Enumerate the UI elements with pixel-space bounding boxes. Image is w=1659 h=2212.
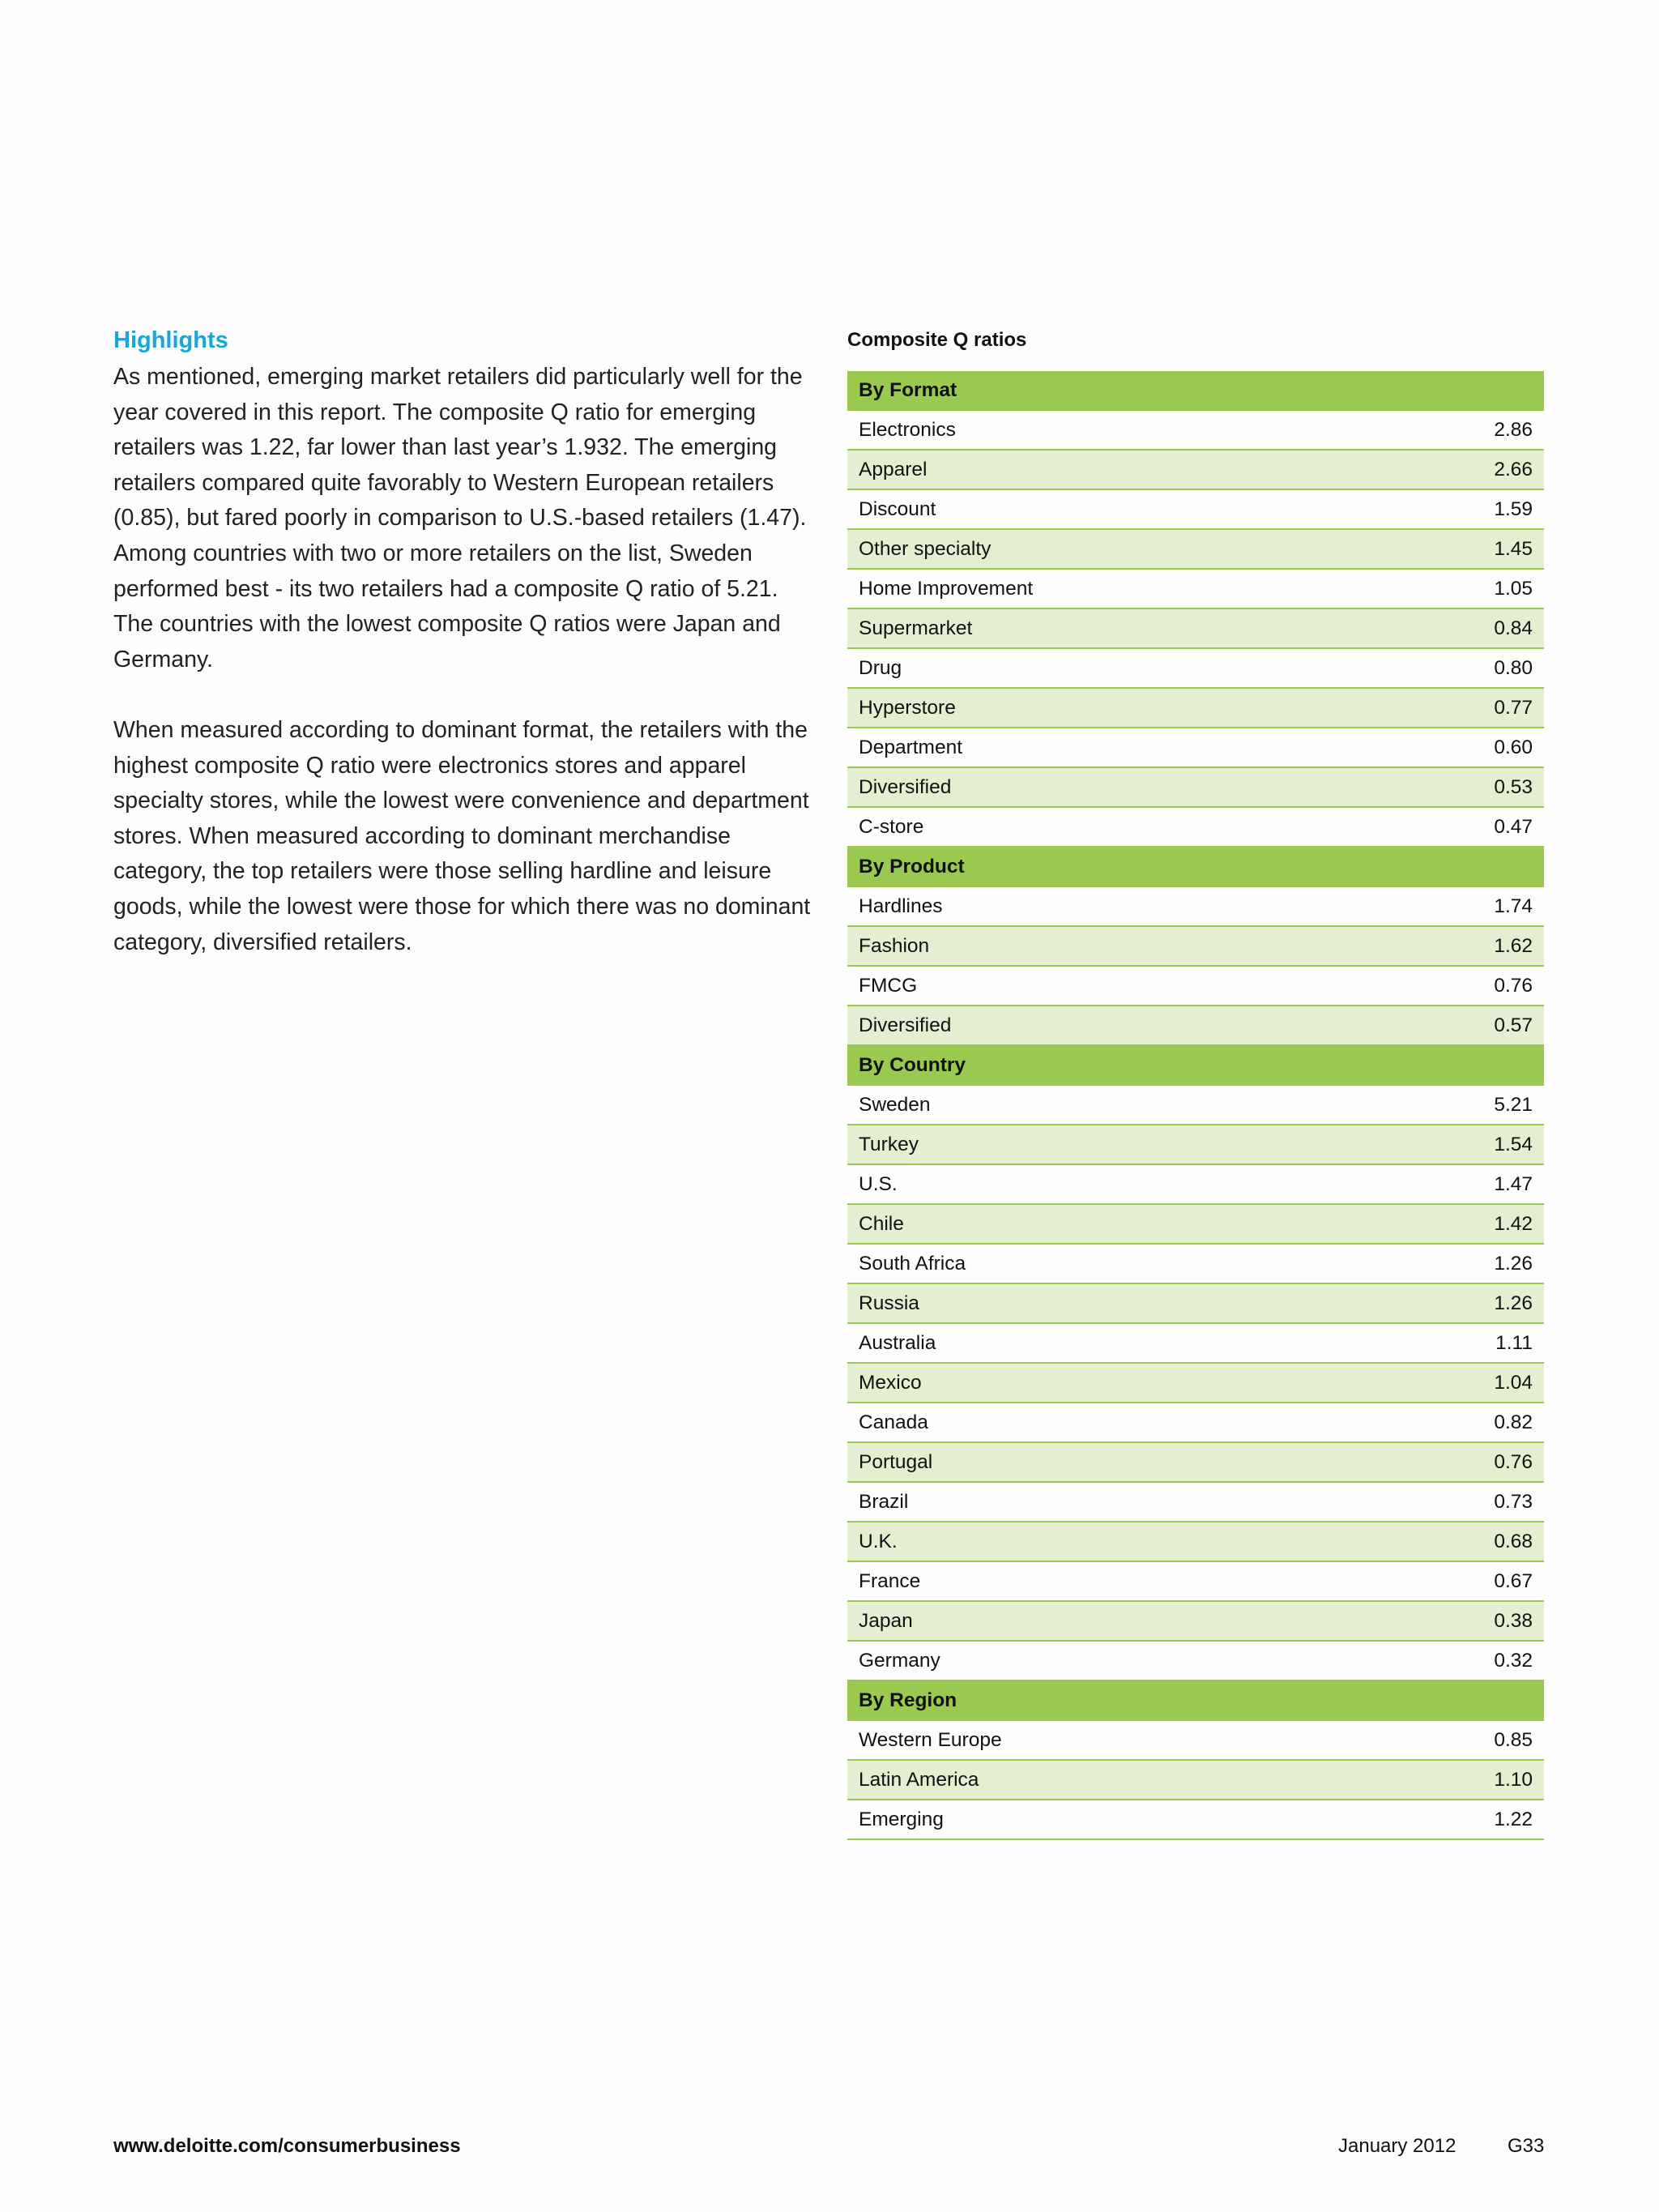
row-value: 1.26 xyxy=(1379,1283,1544,1323)
row-value: 1.42 xyxy=(1379,1204,1544,1244)
composite-q-ratios-panel xyxy=(847,324,1544,1840)
table-row xyxy=(847,728,1544,767)
table-row xyxy=(847,1085,1544,1125)
row-value: 0.76 xyxy=(1379,1442,1544,1482)
table-row xyxy=(847,1283,1544,1323)
table-row xyxy=(847,767,1544,807)
row-value: 2.86 xyxy=(1379,410,1544,450)
table-row xyxy=(847,1164,1544,1204)
table-row xyxy=(847,688,1544,728)
table-body xyxy=(847,371,1544,1839)
row-label: Sweden xyxy=(847,1085,1379,1125)
row-label: Turkey xyxy=(847,1125,1379,1164)
table-row xyxy=(847,1125,1544,1164)
table-row xyxy=(847,1403,1544,1442)
row-value: 0.85 xyxy=(1379,1720,1544,1760)
row-label: Canada xyxy=(847,1403,1379,1442)
table-row xyxy=(847,1641,1544,1680)
section-header-row xyxy=(847,847,1544,886)
row-label: Mexico xyxy=(847,1363,1379,1403)
table-row xyxy=(847,807,1544,847)
row-value: 1.59 xyxy=(1379,489,1544,529)
row-value: 0.76 xyxy=(1379,966,1544,1006)
row-value: 1.54 xyxy=(1379,1125,1544,1164)
section-header-row xyxy=(847,1045,1544,1085)
table-row xyxy=(847,648,1544,688)
row-label: Western Europe xyxy=(847,1720,1379,1760)
row-label: U.S. xyxy=(847,1164,1379,1204)
composite-q-ratios-table xyxy=(847,371,1544,1840)
section-header-label: By Product xyxy=(847,847,1544,886)
section-header-label: By Country xyxy=(847,1045,1544,1085)
table-row xyxy=(847,489,1544,529)
table-row xyxy=(847,609,1544,648)
row-value: 0.80 xyxy=(1379,648,1544,688)
row-label: Latin America xyxy=(847,1760,1379,1800)
row-value: 0.68 xyxy=(1379,1522,1544,1561)
highlights-paragraph-1: As mentioned, emerging market retailers did particularly well for the year covered in this report. The composite Q ratio for emerging retailers was 1.22, far lower than last year’s 1.932. The emerging retailers compared quite favorably to Western European retailers (0.85), but fared poorly in comparison to U.S.-based retailers (1.47). Among countries with two or more retailers on the list, Sweden performed best - its two retailers had a composite Q ratio of 5.21. The countries with the lowest composite Q ratios were Japan and Germany. xyxy=(113,364,807,673)
table-row xyxy=(847,1601,1544,1641)
row-label: South Africa xyxy=(847,1244,1379,1283)
row-value: 1.10 xyxy=(1379,1760,1544,1800)
table-row xyxy=(847,569,1544,609)
table-row xyxy=(847,1720,1544,1760)
row-value: 0.32 xyxy=(1379,1641,1544,1680)
table-row xyxy=(847,1760,1544,1800)
table-row xyxy=(847,1323,1544,1363)
row-value: 0.53 xyxy=(1379,767,1544,807)
row-label: Brazil xyxy=(847,1482,1379,1522)
row-value: 0.57 xyxy=(1379,1006,1544,1045)
section-header-label: By Format xyxy=(847,371,1544,410)
row-value: 0.73 xyxy=(1379,1482,1544,1522)
footer-date: January 2012 xyxy=(1338,2135,1456,2157)
table-row xyxy=(847,1006,1544,1045)
section-header-row xyxy=(847,1680,1544,1720)
table-row xyxy=(847,886,1544,926)
table-row xyxy=(847,1482,1544,1522)
footer-url[interactable]: www.deloitte.com/consumerbusiness xyxy=(113,2135,461,2157)
highlights-heading: Highlights xyxy=(113,327,228,353)
row-value: 0.77 xyxy=(1379,688,1544,728)
row-label: Department xyxy=(847,728,1379,767)
table-row xyxy=(847,1561,1544,1601)
row-label: Other specialty xyxy=(847,529,1379,569)
row-value: 0.47 xyxy=(1379,807,1544,847)
table-row xyxy=(847,450,1544,489)
row-label: Diversified xyxy=(847,767,1379,807)
table-row xyxy=(847,410,1544,450)
table-row xyxy=(847,926,1544,966)
row-value: 1.04 xyxy=(1379,1363,1544,1403)
table-title: Composite Q ratios xyxy=(847,329,1027,351)
row-label: U.K. xyxy=(847,1522,1379,1561)
table-row xyxy=(847,529,1544,569)
row-label: Electronics xyxy=(847,410,1379,450)
row-label: Drug xyxy=(847,648,1379,688)
table-row xyxy=(847,966,1544,1006)
table-row xyxy=(847,1244,1544,1283)
row-value: 1.45 xyxy=(1379,529,1544,569)
table-row xyxy=(847,1522,1544,1561)
table-row xyxy=(847,1204,1544,1244)
row-value: 1.74 xyxy=(1379,886,1544,926)
row-value: 1.26 xyxy=(1379,1244,1544,1283)
row-label: Home Improvement xyxy=(847,569,1379,609)
row-label: Supermarket xyxy=(847,609,1379,648)
row-value: 2.66 xyxy=(1379,450,1544,489)
row-label: Russia xyxy=(847,1283,1379,1323)
row-label: Hyperstore xyxy=(847,688,1379,728)
row-value: 0.82 xyxy=(1379,1403,1544,1442)
row-value: 1.62 xyxy=(1379,926,1544,966)
row-value: 1.05 xyxy=(1379,569,1544,609)
row-label: Australia xyxy=(847,1323,1379,1363)
row-label: France xyxy=(847,1561,1379,1601)
row-label: FMCG xyxy=(847,966,1379,1006)
row-value: 0.67 xyxy=(1379,1561,1544,1601)
table-row xyxy=(847,1800,1544,1839)
section-header-label: By Region xyxy=(847,1680,1544,1720)
row-label: Germany xyxy=(847,1641,1379,1680)
row-value: 0.60 xyxy=(1379,728,1544,767)
row-value: 1.47 xyxy=(1379,1164,1544,1204)
row-value: 0.84 xyxy=(1379,609,1544,648)
page-number: G33 xyxy=(1508,2135,1545,2157)
row-label: Japan xyxy=(847,1601,1379,1641)
highlights-section xyxy=(113,324,818,960)
section-header-row xyxy=(847,371,1544,410)
row-label: Apparel xyxy=(847,450,1379,489)
highlights-paragraph-2: When measured according to dominant format, the retailers with the highest composite Q ratio were electronics stores and apparel specialty stores, while the lowest were convenience and department stores. When measured according to dominant merchandise category, the top retailers were those selling hardline and leisure goods, while the lowest were those for which there was no dominant category, diversified retailers. xyxy=(113,716,811,955)
row-label: Fashion xyxy=(847,926,1379,966)
table-row xyxy=(847,1363,1544,1403)
row-label: Discount xyxy=(847,489,1379,529)
row-value: 0.38 xyxy=(1379,1601,1544,1641)
row-label: Emerging xyxy=(847,1800,1379,1839)
row-label: Portugal xyxy=(847,1442,1379,1482)
row-label: C-store xyxy=(847,807,1379,847)
row-label: Diversified xyxy=(847,1006,1379,1045)
table-row xyxy=(847,1442,1544,1482)
row-value: 1.11 xyxy=(1379,1323,1544,1363)
row-label: Chile xyxy=(847,1204,1379,1244)
row-label: Hardlines xyxy=(847,886,1379,926)
row-value: 5.21 xyxy=(1379,1085,1544,1125)
row-value: 1.22 xyxy=(1379,1800,1544,1839)
